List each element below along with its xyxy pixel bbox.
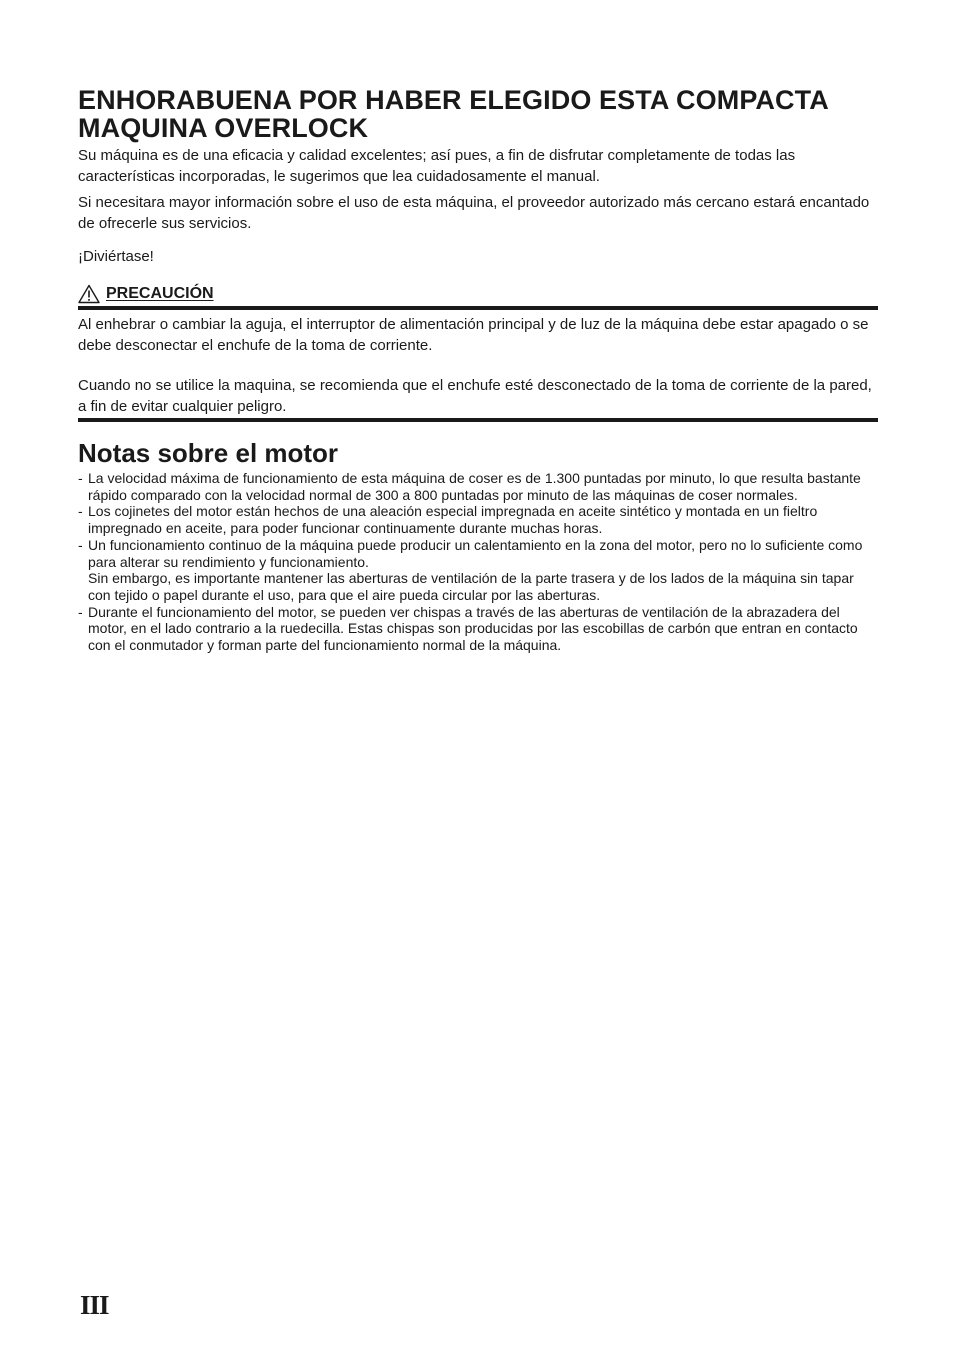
caution-paragraph: Al enhebrar o cambiar la aguja, el interruptor de alimentación principal y de luz de la máquina debe estar apagado o se debe desconectar el enchufe de la toma de corriente.	[78, 316, 869, 354]
list-item-text: La velocidad máxima de funcionamiento de esta máquina de coser es de 1.300 puntadas por minuto, lo que resulta bastante rápido comparado con la velocidad normal de 300 a 800 puntadas por minuto de las máquinas de coser normales.	[88, 470, 861, 503]
list-item	[78, 470, 878, 503]
page-number: III	[80, 1290, 109, 1320]
list-item	[78, 503, 878, 536]
list-bullet: -	[78, 503, 83, 520]
intro-section	[78, 146, 878, 274]
list-item-extra-text: Sin embargo, es importante mantener las aberturas de ventilación de la parte trasera y de los lados de la máquina sin tapar con tejido o papel durante el uso, para que el aire pueda circular por las aberturas.	[88, 570, 854, 603]
caution-paragraph: Cuando no se utilice la maquina, se recomienda que el enchufe esté desconectado de la toma de corriente de la pared, a fin de evitar cualquier peligro.	[78, 377, 872, 415]
list-item-text: Los cojinetes del motor están hechos de una aleación especial impregnada en aceite sintético y montada en un fieltro impregnado en aceite, para poder funcionar continuamente durante muchas horas.	[88, 503, 818, 537]
intro-paragraph: Si necesitara mayor información sobre el uso de esta máquina, el proveedor autorizado más cercano estará encantado de ofrecerle sus servicios.	[78, 194, 870, 232]
caution-heading	[78, 283, 214, 305]
list-item-text: Un funcionamiento continuo de la máquina puede producir un calentamiento en la zona del motor, pero no lo suficiente como para alterar su rendimiento y funcionamiento.	[88, 536, 863, 570]
page-title-line-2: MAQUINA OVERLOCK	[78, 113, 369, 143]
warning-triangle-icon	[78, 284, 100, 304]
caution-top-rule	[78, 306, 878, 310]
caution-label: PRECAUCIÓN	[106, 285, 214, 302]
caution-body	[78, 315, 878, 417]
caution-bottom-rule	[78, 418, 878, 422]
list-item	[78, 604, 878, 654]
page-title-line-1: ENHORABUENA POR HABER ELEGIDO ESTA COMPACTA	[78, 85, 829, 115]
intro-paragraph: Su máquina es de una eficacia y calidad excelentes; así pues, a fin de disfrutar completamente de todas las características incorporadas, le sugerimos que lea cuidadosamente el manual.	[78, 147, 796, 185]
list-bullet: -	[78, 470, 83, 486]
list-item	[78, 537, 878, 604]
list-item-text: Durante el funcionamiento del motor, se pueden ver chispas a través de las aberturas de ventilación de la abrazadera del motor, en el lado contrario a la ruedecilla. Estas chispas son producidas por las escobillas de carbón que entran en contacto con el conmutador y forman parte del funcionamiento normal de la máquina.	[88, 603, 858, 654]
intro-closing: ¡Diviértase!	[78, 248, 154, 265]
motor-notes-list	[78, 470, 878, 654]
list-bullet: -	[78, 603, 83, 620]
motor-section-title: Notas sobre el motor	[78, 438, 339, 468]
page-title	[78, 86, 878, 142]
list-bullet: -	[78, 536, 83, 553]
